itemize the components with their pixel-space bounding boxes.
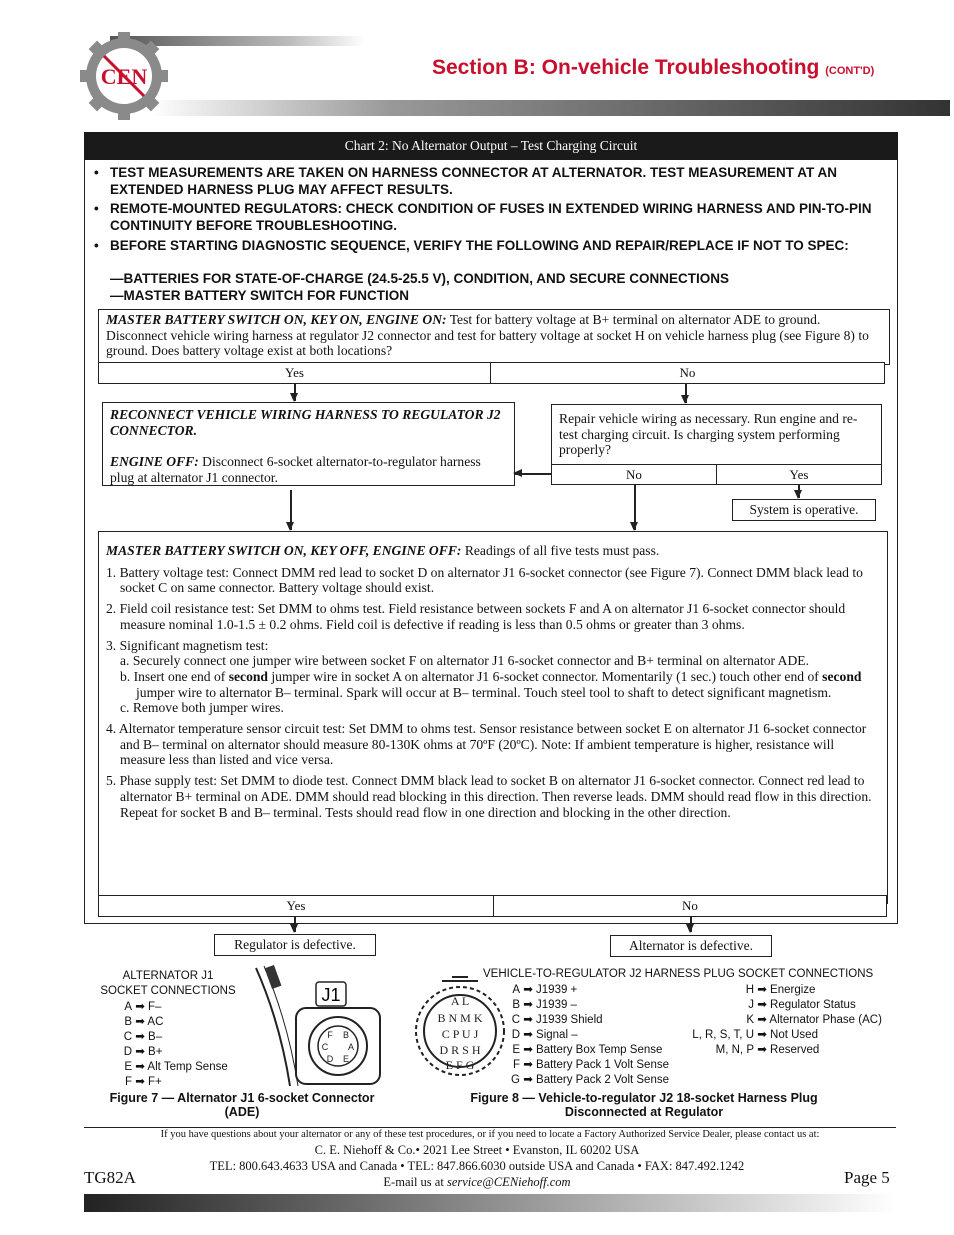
fig8-left-list bbox=[505, 983, 669, 1088]
footer-email-link[interactable]: service@CENiehoff.com bbox=[446, 1175, 571, 1189]
fig8-caption-2: Disconnected at Regulator bbox=[564, 1105, 724, 1119]
fig7-key: E bbox=[124, 1061, 132, 1073]
fig8-val: Battery Pack 1 Volt Sense bbox=[536, 1059, 669, 1071]
fig7-key: F bbox=[124, 1076, 132, 1088]
engine-off-text: Disconnect 6-socket alternator-to-regulator harness plug at alternator J1 connector. bbox=[110, 454, 481, 486]
fig7-key: A bbox=[124, 1001, 132, 1013]
fig8-val: Regulator Status bbox=[770, 999, 856, 1011]
repair-box bbox=[551, 404, 882, 468]
test-5: 5. Phase supply test: Set DMM to diode test. Connect DMM black lead to socket B on alternator J1 6-socket connector. Connect red lead to alternator B+ terminal on ADE. DMM should read blocking in this direction. Then reverse leads. DMM should read flow in this direction. Repeat for socket B and B– terminal. Tests should read flow in one direction and blocking in the other direction. bbox=[106, 773, 872, 820]
fig7-row: C ➡ B– bbox=[112, 1030, 228, 1045]
fig8-key: D bbox=[511, 1029, 520, 1041]
page-title-suffix: (CONT'D) bbox=[825, 65, 875, 77]
fig8-row: L, R, S, T, U ➡ Not Used bbox=[672, 1028, 882, 1043]
test-3b-bold: second bbox=[228, 668, 268, 684]
svg-text:A L: A L bbox=[450, 994, 470, 1008]
tests-box bbox=[98, 531, 888, 904]
svg-text:B N M K: B N M K bbox=[437, 1011, 483, 1025]
fig8-row: B ➡ J1939 – bbox=[505, 998, 669, 1013]
svg-text:D: D bbox=[326, 1054, 334, 1064]
fig8-key: B bbox=[512, 999, 520, 1011]
fig8-row: M, N, P ➡ Reserved bbox=[672, 1043, 882, 1058]
footer-email-line bbox=[160, 1175, 794, 1190]
fig8-key: K bbox=[746, 1014, 754, 1026]
system-operative: System is operative. bbox=[732, 499, 876, 521]
test-3b-part: jumper wire in socket A on alternator J1 6-socket connector. Momentarily (1 sec.) touch other end of bbox=[268, 668, 823, 684]
arrow bbox=[294, 383, 296, 401]
test-3b bbox=[106, 669, 880, 700]
repair-yes: Yes bbox=[716, 464, 882, 485]
test-2: 2. Field coil resistance test: Set DMM to ohms test. Field resistance between sockets F and A on alternator J1 6-socket connector should measure nominal 1.0-1.5 ± 0.2 ohms. Field coil is defective if reading is less than 0.5 ohms or greater than 3 ohms. bbox=[106, 601, 846, 632]
fig7-row: F ➡ F+ bbox=[112, 1075, 228, 1090]
fig8-val: J1939 + bbox=[536, 984, 578, 996]
fig8-val: J1939 Shield bbox=[536, 1014, 603, 1026]
fig8-row: H ➡ Energize bbox=[672, 983, 882, 998]
fig7-val: AC bbox=[147, 1016, 164, 1028]
test-4: 4. Alternator temperature sensor circuit test: Set DMM to ohms test. Sensor resistance between socket E on alternator J1 6-socket connector and B– terminal on alternator should measure 80-130K ohms at 70ºF (20ºC). Note: If ambient temperature is higher, resistance will measure less than listed and vice versa. bbox=[106, 721, 867, 768]
footer-bar bbox=[84, 1194, 896, 1212]
svg-text:E: E bbox=[342, 1054, 350, 1064]
fig7-caption-1: Figure 7 — Alternator J1 6-socket Connector bbox=[109, 1091, 375, 1105]
fig7-caption-2: (ADE) bbox=[224, 1105, 260, 1119]
svg-text:C P U J: C P U J bbox=[441, 1027, 479, 1041]
warning-sub-2: —MASTER BATTERY SWITCH FOR FUNCTION bbox=[110, 288, 409, 303]
test-3: 3. Significant magnetism test: bbox=[106, 637, 269, 653]
fig8-right-list bbox=[672, 983, 882, 1058]
j1-label: J1 bbox=[321, 985, 341, 1005]
test-3c: c. Remove both jumper wires. bbox=[120, 700, 284, 716]
fig7-row: A ➡ F– bbox=[112, 1000, 228, 1015]
fig7-row: B ➡ AC bbox=[112, 1015, 228, 1030]
fig8-key: F bbox=[512, 1059, 520, 1071]
fig7-val: B+ bbox=[148, 1046, 163, 1058]
warning-text: BEFORE STARTING DIAGNOSTIC SEQUENCE, VERIFY THE FOLLOWING AND REPAIR/REPLACE IF NOT TO SPEC: bbox=[110, 238, 849, 253]
tests-no: No bbox=[493, 895, 887, 917]
arrow bbox=[690, 916, 692, 932]
fig7-key: C bbox=[123, 1031, 132, 1043]
fig8-row: F ➡ Battery Pack 1 Volt Sense bbox=[505, 1058, 669, 1073]
svg-text:A: A bbox=[347, 1042, 355, 1052]
fig8-caption bbox=[440, 1091, 848, 1119]
page-title bbox=[432, 56, 874, 80]
fig8-row: A ➡ J1939 + bbox=[505, 983, 669, 998]
svg-text:F: F bbox=[327, 1030, 333, 1040]
page-number: Page 5 bbox=[844, 1168, 890, 1187]
fig8-row: E ➡ Battery Box Temp Sense bbox=[505, 1043, 669, 1058]
fig7-row: D ➡ B+ bbox=[112, 1045, 228, 1060]
arrow bbox=[294, 916, 296, 932]
bullet: • bbox=[94, 201, 99, 216]
warning-text: TEST MEASUREMENTS ARE TAKEN ON HARNESS CONNECTOR AT ALTERNATOR. TEST MEASUREMENT AT AN EXTENDED HARNESS PLUG MAY AFFECT RESULTS. bbox=[110, 165, 838, 197]
fig8-val: Alternator Phase (AC) bbox=[769, 1014, 882, 1026]
fig8-val: Energize bbox=[770, 984, 816, 996]
fig7-key: B bbox=[124, 1016, 132, 1028]
fig8-val: Not Used bbox=[770, 1029, 818, 1041]
fig8-title: VEHICLE-TO-REGULATOR J2 HARNESS PLUG SOCKET CONNECTIONS bbox=[483, 968, 874, 980]
fig8-val: Battery Box Temp Sense bbox=[536, 1044, 663, 1056]
fig8-key: G bbox=[511, 1074, 520, 1086]
fig7-key: D bbox=[123, 1046, 132, 1058]
step1-lead: MASTER BATTERY SWITCH ON, KEY ON, ENGINE ON: bbox=[106, 312, 447, 327]
svg-text:B: B bbox=[342, 1030, 350, 1040]
bullet: • bbox=[94, 165, 99, 180]
fig8-val: Battery Pack 2 Volt Sense bbox=[536, 1074, 669, 1086]
svg-text:C: C bbox=[321, 1042, 329, 1052]
fig7-list bbox=[112, 1000, 228, 1090]
fig7-val: Alt Temp Sense bbox=[147, 1061, 228, 1073]
bullet: • bbox=[94, 238, 99, 253]
page-title-text: Section B: On-vehicle Troubleshooting bbox=[432, 56, 820, 79]
repair-text: Repair vehicle wiring as necessary. Run engine and re-test charging circuit. Is charging system performing properly? bbox=[559, 411, 858, 458]
fig8-row: D ➡ Signal – bbox=[505, 1028, 669, 1043]
fig8-row: K ➡ Alternator Phase (AC) bbox=[672, 1013, 882, 1028]
fig8-key: H bbox=[745, 984, 754, 996]
fig8-key: L, R, S, T, U bbox=[692, 1029, 754, 1041]
fig8-row: J ➡ Regulator Status bbox=[672, 998, 882, 1013]
svg-text:D R S H: D R S H bbox=[439, 1043, 481, 1057]
fig8-key: J bbox=[748, 999, 754, 1011]
fig7-title-2: SOCKET CONNECTIONS bbox=[100, 985, 236, 997]
fig8-row: G ➡ Battery Pack 2 Volt Sense bbox=[505, 1073, 669, 1088]
engine-off-lead: ENGINE OFF: bbox=[110, 454, 199, 470]
fig8-val: Signal – bbox=[536, 1029, 578, 1041]
reconnect-box bbox=[102, 402, 515, 486]
fig8-val: Reserved bbox=[770, 1044, 820, 1056]
regulator-defective: Regulator is defective. bbox=[214, 934, 376, 956]
fig8-row: C ➡ J1939 Shield bbox=[505, 1013, 669, 1028]
arrow bbox=[290, 490, 292, 530]
warning-text: REMOTE-MOUNTED REGULATORS: CHECK CONDITION OF FUSES IN EXTENDED WIRING HARNESS AND PIN-TO-PIN CONTINUITY BEFORE TROUBLESHOOTING. bbox=[110, 201, 872, 233]
spacer bbox=[110, 438, 507, 454]
fig7-caption bbox=[92, 1091, 392, 1119]
fig8-key: C bbox=[511, 1014, 520, 1026]
footer-company: C. E. Niehoff & Co.• 2021 Lee Street • Evanston, IL 60202 USA bbox=[314, 1143, 640, 1157]
test-3b-part: jumper wire to alternator B– terminal. Spark will occur at B– terminal. Touch steel tool to shaft to detect significant magnetism. bbox=[136, 684, 832, 700]
reconnect-lead: RECONNECT VEHICLE WIRING HARNESS TO REGULATOR J2 CONNECTOR. bbox=[110, 407, 501, 438]
fig7-row: E ➡ Alt Temp Sense bbox=[112, 1060, 228, 1075]
fig7-val: B– bbox=[148, 1031, 163, 1043]
fig7-title bbox=[93, 969, 243, 999]
j2-plug-illustration bbox=[412, 975, 508, 1083]
fig8-key: M, N, P bbox=[715, 1044, 754, 1056]
chart-heading: Chart 2: No Alternator Output – Test Charging Circuit bbox=[84, 132, 898, 160]
footer-phones: TEL: 800.643.4633 USA and Canada • TEL: 847.866.6030 outside USA and Canada • FAX: 847.492.1242 bbox=[209, 1159, 745, 1173]
footer-email-prefix: E-mail us at bbox=[383, 1175, 447, 1189]
doc-id: TG82A bbox=[84, 1168, 136, 1187]
header-bar-bottom bbox=[150, 100, 950, 116]
svg-text:E F G: E F G bbox=[445, 1058, 475, 1072]
fig7-val: F+ bbox=[148, 1076, 162, 1088]
cen-logo bbox=[78, 30, 170, 122]
test-3a: a. Securely connect one jumper wire between socket F on alternator J1 6-socket connector and B+ terminal on alternator ADE. bbox=[120, 653, 810, 669]
fig7-val: F– bbox=[148, 1001, 162, 1013]
warning-sub-1: —BATTERIES FOR STATE-OF-CHARGE (24.5-25.5 V), CONDITION, AND SECURE CONNECTIONS bbox=[110, 271, 730, 286]
step1-box bbox=[98, 309, 890, 365]
test-3b-part: b. Insert one end of bbox=[120, 668, 229, 684]
footer-divider bbox=[84, 1127, 896, 1128]
footer-contact: If you have questions about your alternator or any of these test procedures, or if you need to locate a Factory Authorized Service Dealer, please contact us at: bbox=[160, 1129, 820, 1140]
fig7-title-1: ALTERNATOR J1 bbox=[122, 970, 214, 982]
logo-text: CEN bbox=[100, 64, 148, 89]
step1-yes: Yes bbox=[98, 362, 491, 384]
test-1: 1. Battery voltage test: Connect DMM red lead to socket D on alternator J1 6-socket connector (see Figure 7). Connect DMM black lead to socket C on same connector. Battery voltage should exist. bbox=[106, 564, 863, 596]
repair-no: No bbox=[551, 464, 717, 485]
test-3b-bold: second bbox=[822, 668, 862, 684]
arrow bbox=[634, 484, 636, 530]
step1-text: Test for battery voltage at B+ terminal on alternator ADE to ground. Disconnect vehicle wiring harness at regulator J2 connector and test for battery voltage at socket H on vehicle harness plug (see Figure 8) to ground. Does battery voltage exist at both locations? bbox=[106, 312, 869, 359]
arrow bbox=[685, 383, 687, 403]
step1-no: No bbox=[490, 362, 885, 384]
tests-yes: Yes bbox=[98, 895, 494, 917]
alternator-defective: Alternator is defective. bbox=[610, 935, 772, 957]
fig8-val: J1939 – bbox=[536, 999, 577, 1011]
arrow bbox=[798, 484, 800, 498]
fig8-key: A bbox=[512, 984, 520, 996]
arrow-left bbox=[513, 469, 522, 477]
tests-lead: MASTER BATTERY SWITCH ON, KEY OFF, ENGINE OFF: bbox=[106, 543, 462, 558]
j1-connector-illustration bbox=[250, 962, 390, 1088]
tests-lead-text: Readings of all five tests must pass. bbox=[461, 543, 660, 558]
fig8-key: E bbox=[512, 1044, 520, 1056]
fig8-caption-1: Figure 8 — Vehicle-to-regulator J2 18-socket Harness Plug bbox=[470, 1091, 818, 1105]
